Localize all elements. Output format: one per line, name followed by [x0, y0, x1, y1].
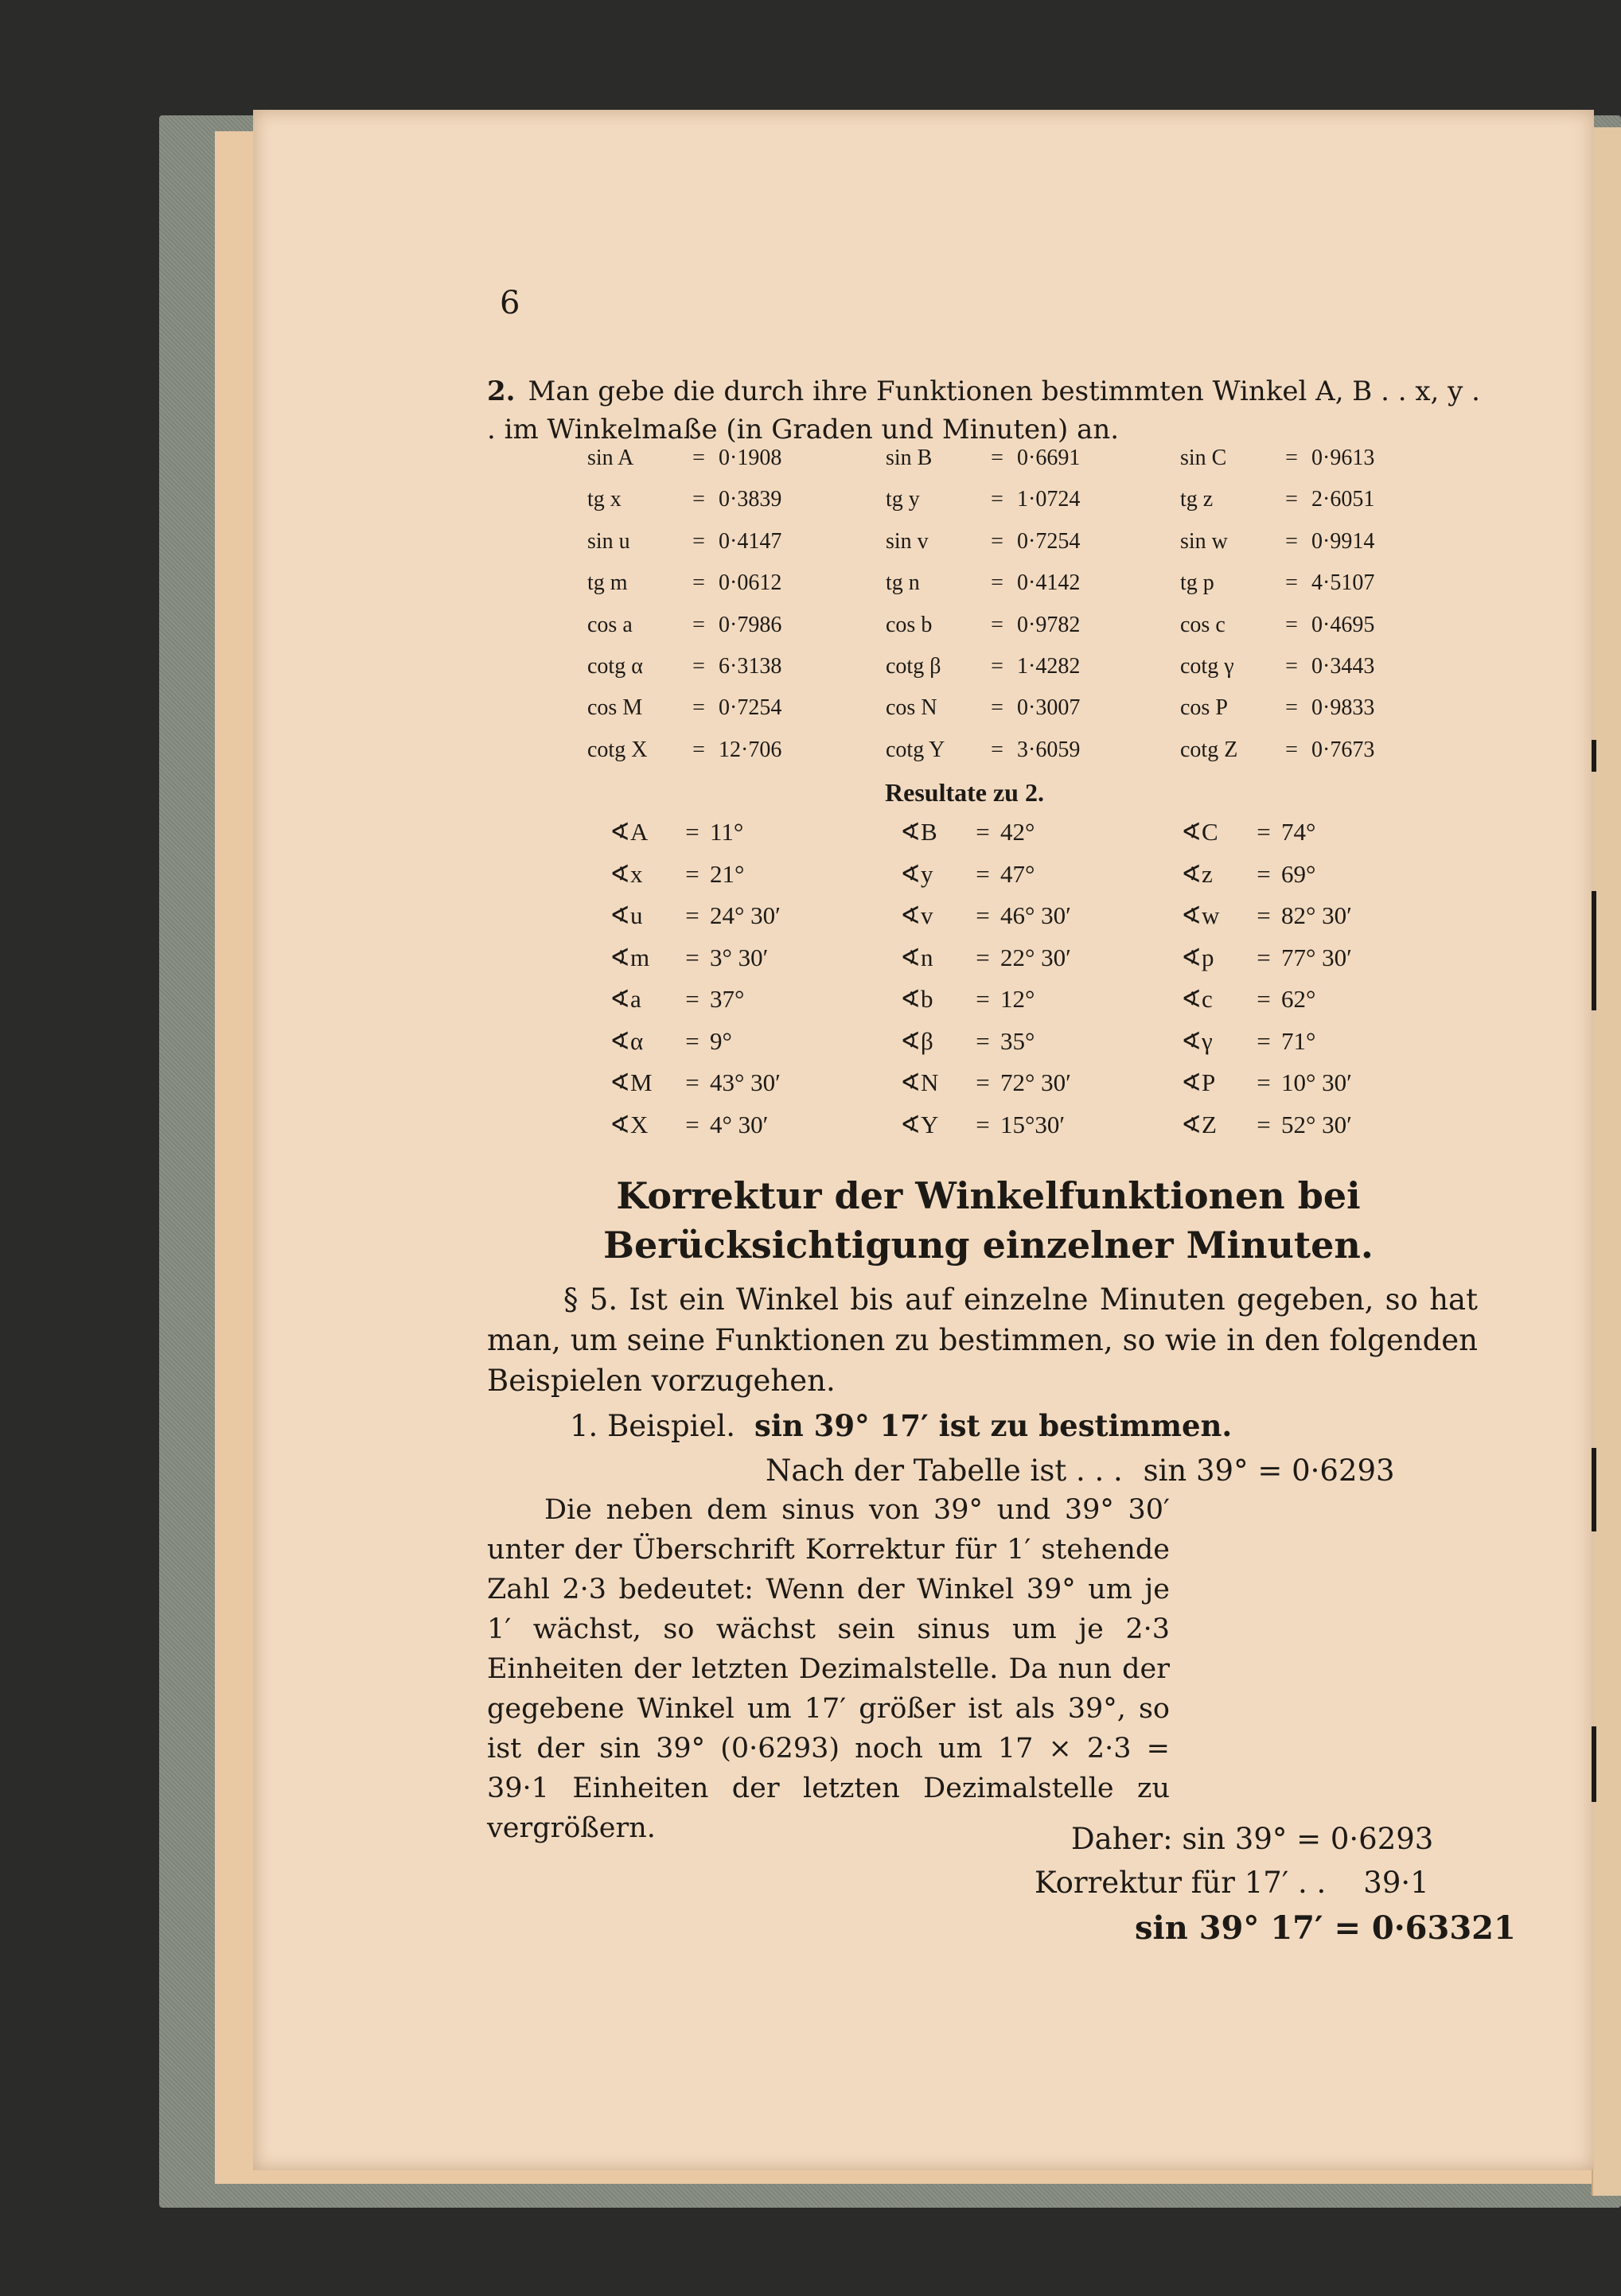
function-label: cos M: [587, 695, 643, 721]
equals-sign: =: [1285, 528, 1298, 554]
calc-result: sin 39° 17′ = 0·63321: [1135, 1909, 1516, 1947]
result-row: [610, 895, 864, 937]
function-value: 0·4142: [1017, 570, 1081, 596]
result-row: [610, 937, 864, 979]
function-label: cotg α: [587, 653, 643, 679]
function-row: [587, 521, 850, 562]
equals-sign: =: [1257, 1110, 1271, 1138]
result-row: [1181, 1021, 1436, 1063]
function-row: [886, 438, 1148, 479]
function-label: tg n: [886, 570, 920, 596]
page-number: 6: [500, 285, 520, 321]
equals-sign: =: [692, 570, 705, 596]
function-value: 0·7673: [1311, 737, 1375, 762]
function-label: sin B: [886, 446, 933, 470]
function-row: [886, 562, 1148, 604]
angle-label: ∢A: [610, 818, 649, 846]
angle-value: 71°: [1281, 1026, 1316, 1055]
function-row: [587, 730, 850, 771]
angle-label: ∢N: [900, 1068, 939, 1096]
result-row: [610, 1062, 864, 1104]
angle-value: 72° 30′: [1000, 1068, 1071, 1096]
angle-label: ∢β: [900, 1026, 933, 1055]
angle-label: ∢u: [610, 901, 643, 929]
function-label: cos c: [1180, 612, 1225, 637]
function-label: cos N: [886, 695, 937, 721]
equals-sign: =: [685, 901, 699, 929]
angle-label: ∢C: [1181, 818, 1218, 846]
angle-label: ∢γ: [1181, 1026, 1213, 1055]
lookup-value: sin 39° = 0·6293: [1143, 1453, 1395, 1488]
function-column: [1180, 438, 1443, 771]
angle-value: 37°: [710, 985, 745, 1013]
function-value: 0·3839: [719, 487, 782, 512]
equals-sign: =: [1257, 901, 1271, 929]
angle-value: 11°: [710, 818, 744, 846]
example-label: 1. Beispiel.: [570, 1409, 735, 1443]
function-value: 0·3443: [1311, 653, 1375, 679]
angle-value: 24° 30′: [710, 901, 781, 929]
function-row: [587, 687, 850, 729]
equals-sign: =: [685, 859, 699, 888]
equals-sign: =: [1257, 943, 1271, 971]
angle-label: ∢p: [1181, 943, 1214, 971]
equals-sign: =: [976, 1026, 990, 1055]
angle-label: ∢m: [610, 943, 650, 971]
function-value: 12·706: [719, 737, 782, 762]
result-row: [1181, 895, 1436, 937]
equals-sign: =: [692, 612, 705, 637]
page-edge-mark: [1592, 740, 1596, 772]
result-row: [610, 1104, 864, 1146]
function-label: cotg X: [587, 737, 648, 762]
equals-sign: =: [991, 695, 1003, 721]
angle-value: 15°30′: [1000, 1110, 1066, 1138]
result-row: [610, 854, 864, 896]
section-title: Korrektur der Winkelfunktionen bei Berücksichtigung einzelner Minuten.: [603, 1174, 1374, 1267]
equals-sign: =: [685, 818, 699, 846]
equals-sign: =: [976, 943, 990, 971]
function-value: 0·3007: [1017, 695, 1081, 721]
example-task: sin 39° 17′ ist zu bestimmen.: [754, 1408, 1233, 1443]
next-page-edge: [1592, 127, 1621, 2196]
result-row: [900, 854, 1155, 896]
equals-sign: =: [991, 570, 1003, 596]
equals-sign: =: [692, 653, 705, 679]
equals-sign: =: [1285, 487, 1298, 512]
angle-value: 42°: [1000, 818, 1035, 846]
function-value: 0·0612: [719, 570, 782, 596]
function-value: 4·5107: [1311, 570, 1375, 596]
function-column: [587, 438, 850, 771]
function-row: [1180, 438, 1443, 479]
function-label: tg m: [587, 570, 628, 596]
function-label: cotg γ: [1180, 653, 1234, 679]
angle-label: ∢Y: [900, 1110, 939, 1138]
explanation-text: Die neben dem sinus von 39° und 39° 30′ unter der Überschrift Korrektur für 1′ stehende Zahl 2·3 bedeutet: Wenn der Winkel 39° um je 1′ wächst, so wächst sein sinus um je 2·3 Einheiten der letzten Dezimalstelle. Da nun der gegebene Winkel um 17′ größer ist als 39°, so ist der sin 39° (0·6293) noch um 17 × 2·3 = 39·1 Einheiten der letzten Dezimalstelle zu vergrößern.: [487, 1494, 1170, 1844]
function-label: tg z: [1180, 487, 1214, 512]
result-row: [900, 1062, 1155, 1104]
equals-sign: =: [1285, 612, 1298, 637]
result-row: [900, 937, 1155, 979]
explanation-paragraph: [487, 1490, 1170, 1848]
angle-value: 10° 30′: [1281, 1068, 1352, 1096]
function-label: sin v: [886, 528, 929, 554]
equals-sign: =: [991, 737, 1003, 762]
equals-sign: =: [685, 1068, 699, 1096]
function-value: 0·1908: [719, 446, 782, 470]
function-label: sin C: [1180, 446, 1227, 470]
equals-sign: =: [685, 943, 699, 971]
function-row: [1180, 479, 1443, 520]
angle-value: 35°: [1000, 1026, 1035, 1055]
equals-sign: =: [692, 737, 705, 762]
function-row: [587, 479, 850, 520]
section-paragraph: [487, 1279, 1478, 1401]
lookup-label: Nach der Tabelle ist . . .: [766, 1453, 1123, 1488]
equals-sign: =: [991, 653, 1003, 679]
example-line: [570, 1408, 1232, 1443]
angle-label: ∢P: [1181, 1068, 1216, 1096]
function-row: [1180, 687, 1443, 729]
equals-sign: =: [692, 487, 705, 512]
results-column: [610, 811, 864, 1146]
equals-sign: =: [976, 1110, 990, 1138]
equals-sign: =: [692, 446, 705, 470]
function-row: [587, 438, 850, 479]
function-value: 0·7986: [719, 612, 782, 637]
angle-value: 22° 30′: [1000, 943, 1071, 971]
angle-label: ∢n: [900, 943, 933, 971]
function-row: [886, 479, 1148, 520]
angle-value: 82° 30′: [1281, 901, 1352, 929]
function-label: sin A: [587, 446, 634, 470]
function-value: 0·9613: [1311, 446, 1375, 470]
task-text: Man gebe die durch ihre Funktionen bestimmten Winkel A, B . . x, y . . im Winkelmaße (in Graden und Minuten) an.: [487, 376, 1480, 446]
function-row: [1180, 562, 1443, 604]
angle-value: 4° 30′: [710, 1110, 769, 1138]
page-edge-mark: [1592, 891, 1596, 1010]
equals-sign: =: [976, 1068, 990, 1096]
angle-label: ∢α: [610, 1026, 644, 1055]
function-label: tg y: [886, 487, 920, 512]
function-row: [1180, 521, 1443, 562]
function-value: 0·9782: [1017, 612, 1081, 637]
lookup-line: [766, 1453, 1395, 1488]
result-row: [1181, 937, 1436, 979]
angle-label: ∢y: [900, 859, 933, 888]
function-value: 1·4282: [1017, 653, 1081, 679]
function-row: [886, 730, 1148, 771]
angle-value: 46° 30′: [1000, 901, 1071, 929]
function-row: [587, 562, 850, 604]
function-row: [886, 687, 1148, 729]
result-row: [1181, 979, 1436, 1021]
equals-sign: =: [692, 528, 705, 554]
function-row: [1180, 605, 1443, 646]
result-row: [1181, 1062, 1436, 1104]
function-label: cos b: [886, 612, 933, 637]
angle-label: ∢Z: [1181, 1110, 1217, 1138]
equals-sign: =: [991, 487, 1003, 512]
equals-sign: =: [976, 859, 990, 888]
equals-sign: =: [685, 1110, 699, 1138]
equals-sign: =: [685, 1026, 699, 1055]
angle-label: ∢a: [610, 985, 641, 1013]
function-value: 0·6691: [1017, 446, 1081, 470]
function-label: tg p: [1180, 570, 1214, 596]
function-value: 6·3138: [719, 653, 782, 679]
angle-label: ∢c: [1181, 985, 1213, 1013]
function-value: 0·7254: [719, 695, 782, 721]
function-label: cotg Y: [886, 737, 945, 762]
page-edge-mark: [1592, 1448, 1596, 1531]
equals-sign: =: [991, 612, 1003, 637]
function-value: 0·9914: [1311, 528, 1375, 554]
task-number: 2.: [487, 376, 516, 407]
equals-sign: =: [976, 901, 990, 929]
result-row: [900, 1021, 1155, 1063]
function-value: 2·6051: [1311, 487, 1375, 512]
equals-sign: =: [1257, 859, 1271, 888]
angle-value: 52° 30′: [1281, 1110, 1352, 1138]
result-row: [1181, 854, 1436, 896]
angle-value: 3° 30′: [710, 943, 769, 971]
equals-sign: =: [692, 695, 705, 721]
function-row: [587, 646, 850, 687]
result-row: [1181, 1104, 1436, 1146]
paragraph-text: Ist ein Winkel bis auf einzelne Minuten gegeben, so hat man, um seine Funktionen zu bestimmen, so wie in den folgenden Beispielen vorzugehen.: [487, 1282, 1478, 1398]
angle-value: 62°: [1281, 985, 1316, 1013]
function-label: sin u: [587, 528, 630, 554]
result-row: [1181, 811, 1436, 854]
equals-sign: =: [991, 446, 1003, 470]
page-edge-mark: [1592, 1726, 1596, 1802]
equals-sign: =: [1285, 737, 1298, 762]
result-row: [900, 811, 1155, 854]
angle-value: 69°: [1281, 859, 1316, 888]
equals-sign: =: [1257, 1026, 1271, 1055]
function-label: tg x: [587, 487, 622, 512]
paragraph-lead: § 5.: [563, 1282, 618, 1317]
equals-sign: =: [1257, 1068, 1271, 1096]
result-row: [610, 1021, 864, 1063]
function-label: cotg Z: [1180, 737, 1238, 762]
function-row: [886, 605, 1148, 646]
angle-label: ∢w: [1181, 901, 1220, 929]
angle-label: ∢z: [1181, 859, 1213, 888]
function-label: sin w: [1180, 528, 1228, 554]
result-row: [900, 1104, 1155, 1146]
function-value: 0·9833: [1311, 695, 1375, 721]
angle-value: 43° 30′: [710, 1068, 781, 1096]
function-label: cotg β: [886, 653, 941, 679]
angle-label: ∢B: [900, 818, 937, 846]
equals-sign: =: [976, 818, 990, 846]
result-row: [610, 979, 864, 1021]
angle-value: 74°: [1281, 818, 1316, 846]
angle-label: ∢b: [900, 985, 933, 1013]
equals-sign: =: [1285, 653, 1298, 679]
equals-sign: =: [1257, 818, 1271, 846]
function-value: 0·4147: [719, 528, 782, 554]
result-row: [900, 979, 1155, 1021]
angle-value: 77° 30′: [1281, 943, 1352, 971]
equals-sign: =: [1285, 695, 1298, 721]
equals-sign: =: [1285, 570, 1298, 596]
results-column: [900, 811, 1155, 1146]
angle-value: 12°: [1000, 985, 1035, 1013]
function-value: 0·4695: [1311, 612, 1375, 637]
angle-label: ∢x: [610, 859, 643, 888]
equals-sign: =: [685, 985, 699, 1013]
result-row: [900, 895, 1155, 937]
function-row: [587, 605, 850, 646]
equals-sign: =: [1285, 446, 1298, 470]
angle-label: ∢v: [900, 901, 933, 929]
equals-sign: =: [976, 985, 990, 1013]
function-row: [886, 521, 1148, 562]
angle-label: ∢X: [610, 1110, 649, 1138]
function-label: cos P: [1180, 695, 1228, 721]
equals-sign: =: [991, 528, 1003, 554]
function-value: 1·0724: [1017, 487, 1081, 512]
function-row: [1180, 730, 1443, 771]
function-row: [1180, 646, 1443, 687]
angle-label: ∢M: [610, 1068, 653, 1096]
function-row: [886, 646, 1148, 687]
function-value: 3·6059: [1017, 737, 1081, 762]
calc-line-1: Daher: sin 39° = 0·6293: [1071, 1822, 1434, 1856]
results-column: [1181, 811, 1436, 1146]
angle-value: 47°: [1000, 859, 1035, 888]
result-row: [610, 811, 864, 854]
function-column: [886, 438, 1148, 771]
angle-value: 21°: [710, 859, 745, 888]
equals-sign: =: [1257, 985, 1271, 1013]
angle-value: 9°: [710, 1026, 732, 1055]
function-label: cos a: [587, 612, 633, 637]
function-value: 0·7254: [1017, 528, 1081, 554]
results-title: Resultate zu 2.: [885, 778, 1044, 807]
calc-line-2: Korrektur für 17′ . . 39·1: [1035, 1866, 1429, 1900]
